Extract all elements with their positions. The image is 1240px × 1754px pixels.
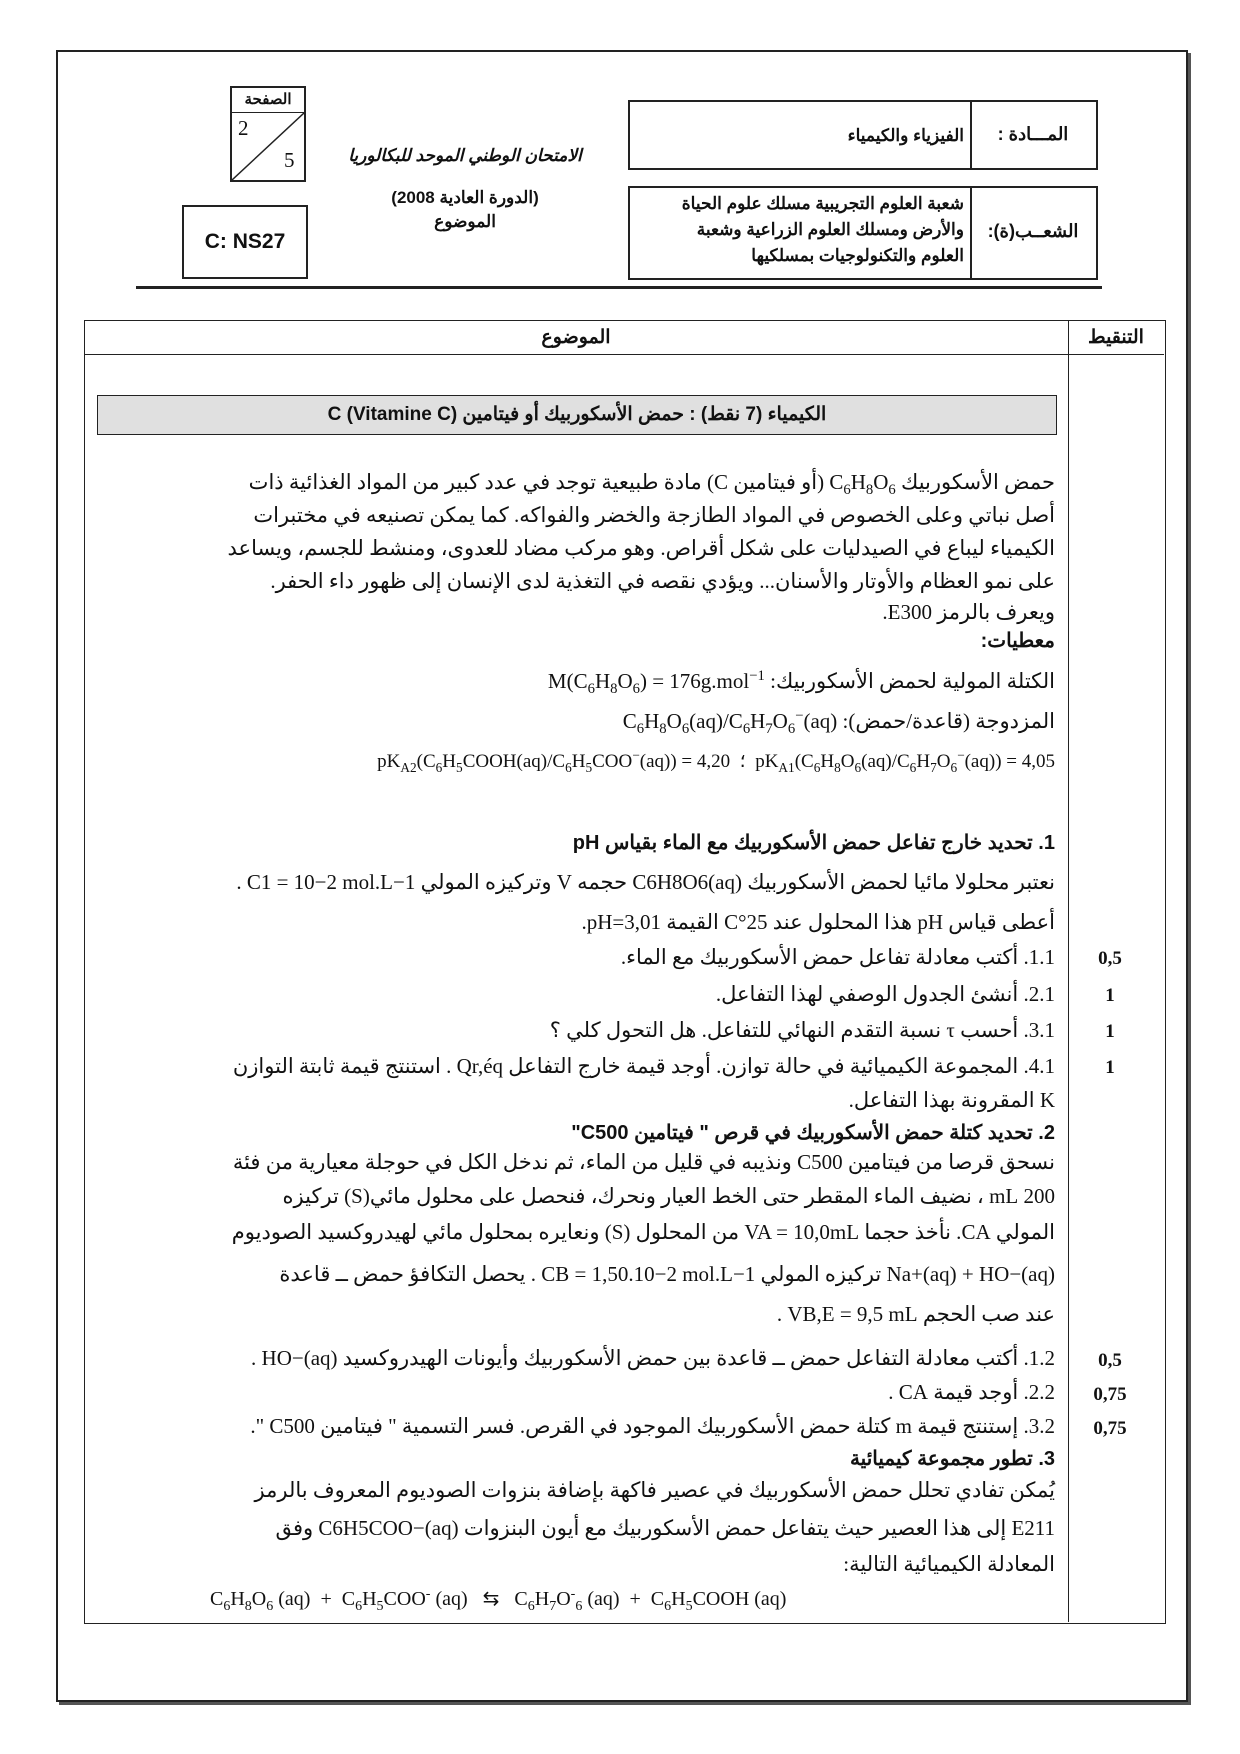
part2-text-2: 200 mL ، نضيف الماء المقطر حتى الخط العيار ونحرك، فنحصل على محلول مائي(S) تركيزه: [282, 1184, 1055, 1208]
part2-text-1: نسحق قرصا من فيتامين C500 ونذيبه في قليل من الماء، ثم ندخل الكل في حوجلة معيارية من فئة: [232, 1150, 1055, 1174]
data-title: معطيات:: [980, 630, 1055, 652]
branch-line-1: شعبة العلوم التجريبية مسلك علوم الحياة: [681, 194, 964, 213]
subject-value: الفيزياء والكيمياء: [847, 126, 964, 145]
q2-2: 2.2. أوجد قيمة CA .: [888, 1380, 1055, 1404]
subject-label: المـــادة :: [997, 124, 1069, 144]
page-number-box: [230, 86, 306, 182]
column-subject: الموضوع: [541, 327, 611, 348]
part2-text-5: عند صب الحجم VB,E = 9,5 mL .: [776, 1302, 1055, 1326]
branch-label: الشعــب(ة):: [987, 221, 1079, 241]
equilibrium-equation: $C_6H_8O_6$ $(aq) + C_6H_5COO^-$ (aq) ⇆ $C_6H_7O^-_6$ $(aq) + C_6H_5COOH$ (aq): [210, 1586, 787, 1614]
part2-text-4: Na+(aq) + HO−(aq) تركيزه المولي CB = 1,50.10−2 mol.L−1 . يحصل التكافؤ حمض ــ قاعدة: [279, 1262, 1055, 1286]
column-marks: التنقيط: [1088, 327, 1144, 348]
intro-line-1: حمض الأسكوربيك $C_6H_8O_6$ (أو فيتامين C) مادة طبيعية توجد في عدد كبير من المواد الغذائية ذات: [248, 470, 1055, 499]
page-label: الصفحة: [232, 88, 304, 113]
q1-1: 1.1. أكتب معادلة تفاعل حمض الأسكوربيك مع الماء.: [620, 945, 1055, 969]
mark-1-4: 1: [1105, 1057, 1115, 1078]
table-header-rule: [84, 354, 1164, 355]
intro-line-5: ويعرف بالرمز E300.: [882, 600, 1055, 624]
molar-mass-line: الكتلة المولية لحمض الأسكوربيك: $M(C_6H_8O_6) = 176g.mol^{-1}$: [547, 668, 1055, 698]
exam-session: (الدورة العادية 2008): [391, 188, 539, 207]
mark-1-2: 1: [1105, 985, 1115, 1006]
q1-4: 4.1. المجموعة الكيميائية في حالة توازن. أوجد قيمة خارج التفاعل Qr,éq . استنتج قيمة ثابتة التوازن: [232, 1054, 1055, 1078]
intro-line-2: أصل نباتي وعلى الخصوص في المواد الطازجة والخضر والفواكه. كما يمكن تصنيعه في مختبرات: [253, 503, 1055, 527]
part3-text-1: يُمكن تفادي تحلل حمض الأسكوربيك في عصير فاكهة بإضافة بنزوات الصوديوم المعروف بالرمز: [254, 1478, 1055, 1502]
couple-line: المزدوجة (قاعدة/حمض): $C_6H_8O_6(aq)/C_6H_7O_6^-(aq)$: [622, 708, 1055, 738]
q1-4-cont: K المقرونة بهذا التفاعل.: [848, 1088, 1055, 1112]
q1-2: 2.1. أنشئ الجدول الوصفي لهذا التفاعل.: [715, 982, 1055, 1006]
part3-text-3: المعادلة الكيميائية التالية:: [843, 1552, 1055, 1576]
q1-3: 3.1. أحسب τ نسبة التقدم النهائي للتفاعل. هل التحول كلي ؟: [549, 1018, 1055, 1042]
marks-column-divider: [1068, 320, 1069, 1622]
exam-title: الامتحان الوطني الموحد للبكالوريا: [348, 146, 582, 165]
part2-title: 2. تحديد كتلة حمض الأسكوربيك في قرص " فيتامين C500": [571, 1122, 1055, 1144]
mark-2-1: 0,5: [1098, 1350, 1122, 1371]
q2-3: 3.2. إستنتج قيمة m كتلة حمض الأسكوربيك الموجود في القرص. فسر التسمية " فيتامين C500 ".: [250, 1414, 1055, 1438]
mark-2-3: 0,75: [1093, 1418, 1127, 1439]
chemistry-banner: الكيمياء (7 نقط) : حمض الأسكوربيك أو فيتامين C (Vitamine C): [97, 395, 1057, 435]
part1-title: 1. تحديد خارج تفاعل حمض الأسكوربيك مع الماء بقياس pH: [572, 832, 1055, 854]
pka-line: $pK_{A2}(C_6H_5COOH(aq)/C_6H_5COO^-(aq)) = 4,20$ ؛ $pK_{A1}(C_6H_8O_6(aq)/C_6H_7O_6^-(aq)) = 4,05$: [377, 748, 1055, 776]
part3-text-2: E211 إلى هذا العصير حيث يتفاعل حمض الأسكوربيك مع أيون البنزوات C6H5COO−(aq) وفق: [275, 1516, 1055, 1540]
part1-text-2: أعطى قياس pH هذا المحلول عند 25°C القيمة pH=3,01.: [581, 910, 1055, 934]
mark-2-2: 0,75: [1093, 1384, 1127, 1405]
mark-1-3: 1: [1105, 1021, 1115, 1042]
mark-1-1: 0,5: [1098, 948, 1122, 969]
branch-box: [628, 186, 1098, 280]
header-rule: [136, 286, 1102, 289]
intro-line-3: الكيمياء ليباع في الصيدليات على شكل أقراص. وهو مركب مضاد للعدوى، ومنشط للجسم، ويساعد: [227, 536, 1055, 560]
page-total: 5: [284, 148, 295, 172]
part2-text-3: المولي CA. نأخذ حجما VA = 10,0mL من المحلول (S) ونعايره بمحلول مائي لهيدروكسيد الصوديوم: [231, 1220, 1055, 1244]
intro-line-4: على نمو العظام والأوتار والأسنان... ويؤدي نقصه في التغذية لدى الإنسان إلى ظهور داء الحفر.: [270, 569, 1055, 593]
exam-code: C: NS27: [182, 205, 308, 279]
q2-1: 1.2. أكتب معادلة التفاعل حمض ــ قاعدة بين حمض الأسكوربيك وأيونات الهيدروكسيد HO−(aq) .: [251, 1346, 1055, 1370]
subject-box: [628, 100, 1098, 170]
part1-text-1: نعتبر محلولا مائيا لحمض الأسكوربيك C6H8O6(aq) حجمه V وتركيزه المولي C1 = 10−2 mol.L−1 .: [236, 870, 1055, 894]
part3-title: 3. تطور مجموعة كيميائية: [849, 1448, 1055, 1470]
branch-line-3: العلوم والتكنولوجيات بمسلكيها: [751, 246, 964, 265]
exam-subject-word: الموضوع: [434, 212, 496, 231]
branch-line-2: والأرض ومسلك العلوم الزراعية وشعبة: [696, 220, 964, 239]
page-current: 2: [238, 116, 249, 140]
